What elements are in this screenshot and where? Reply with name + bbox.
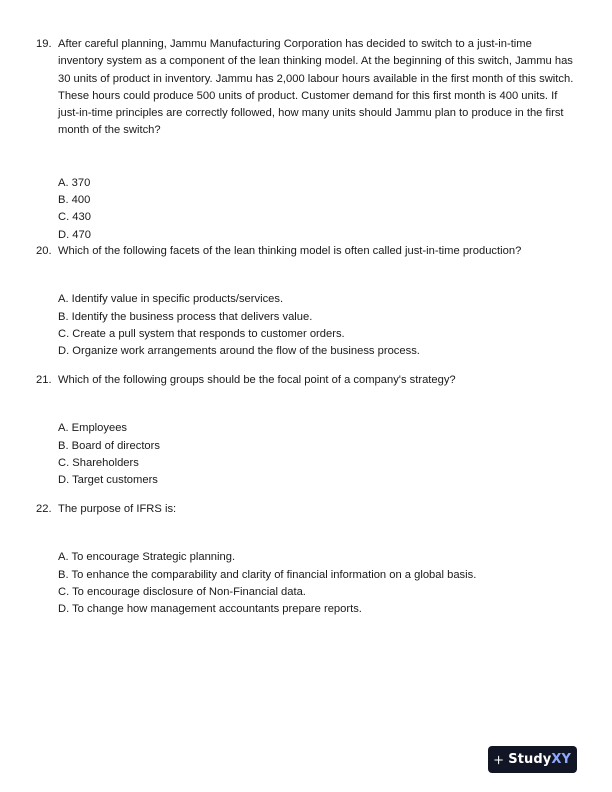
option-c: C. 430 [58, 211, 91, 224]
answer-options [58, 291, 576, 360]
question-text: Which of the following facets of the lean thinking model is often called just-in-time production? [58, 245, 522, 257]
option-d: D. 470 [58, 228, 91, 241]
question-stem [36, 372, 576, 389]
option-c: C. Create a pull system that responds to customer orders. [58, 327, 345, 340]
question-stem [36, 36, 576, 140]
question-text: Which of the following groups should be the focal point of a company's strategy? [58, 374, 456, 386]
question-number: 21. [36, 374, 52, 386]
question-stem [36, 243, 576, 260]
question-text: The purpose of IFRS is: [58, 503, 177, 515]
option-a: A. Identify value in specific products/services. [58, 293, 284, 306]
option-c: C. Shareholders [58, 456, 139, 469]
question-22 [36, 501, 576, 618]
option-d: D. Target customers [58, 474, 158, 487]
question-number: 19. [36, 38, 52, 50]
option-d: D. Organize work arrangements around the flow of the business process. [58, 345, 420, 358]
question-20 [36, 243, 576, 360]
plus-logo-icon [494, 752, 503, 768]
question-number: 22. [36, 503, 52, 515]
brand-name-xy: XY [551, 752, 571, 767]
question-21 [36, 372, 576, 489]
option-b: B. Identify the business process that delivers value. [58, 310, 313, 323]
option-d: D. To change how management accountants prepare reports. [58, 603, 362, 616]
option-b: B. 400 [58, 194, 91, 207]
question-number: 20. [36, 245, 52, 257]
answer-options [58, 175, 576, 244]
answer-options [58, 549, 576, 618]
studyxy-badge[interactable] [488, 746, 577, 773]
option-a: A. 370 [58, 176, 91, 189]
option-b: B. To enhance the comparability and clarity of financial information on a global basis. [58, 568, 477, 581]
badge-brand-name [508, 752, 571, 767]
option-a: A. To encourage Strategic planning. [58, 551, 236, 564]
answer-options [58, 420, 576, 489]
brand-name-study: Study [508, 752, 552, 767]
question-stem [36, 501, 576, 518]
option-c: C. To encourage disclosure of Non-Financial data. [58, 585, 306, 598]
question-19 [36, 36, 576, 244]
question-text: After careful planning, Jammu Manufacturing Corporation has decided to switch to a just-in-time inventory system as a component of the lean thinking model. At the beginning of this switch, Jammu has 30 units of product in inventory. Jammu has 2,000 labour hours available in the first month of this switch. These hours could produce 500 units of product. Customer demand for this first month is 400 units. If just-in-time principles are correctly followed, how many units should Jammu plan to produce in the first month of the switch? [58, 38, 574, 137]
option-b: B. Board of directors [58, 439, 160, 452]
option-a: A. Employees [58, 422, 128, 435]
